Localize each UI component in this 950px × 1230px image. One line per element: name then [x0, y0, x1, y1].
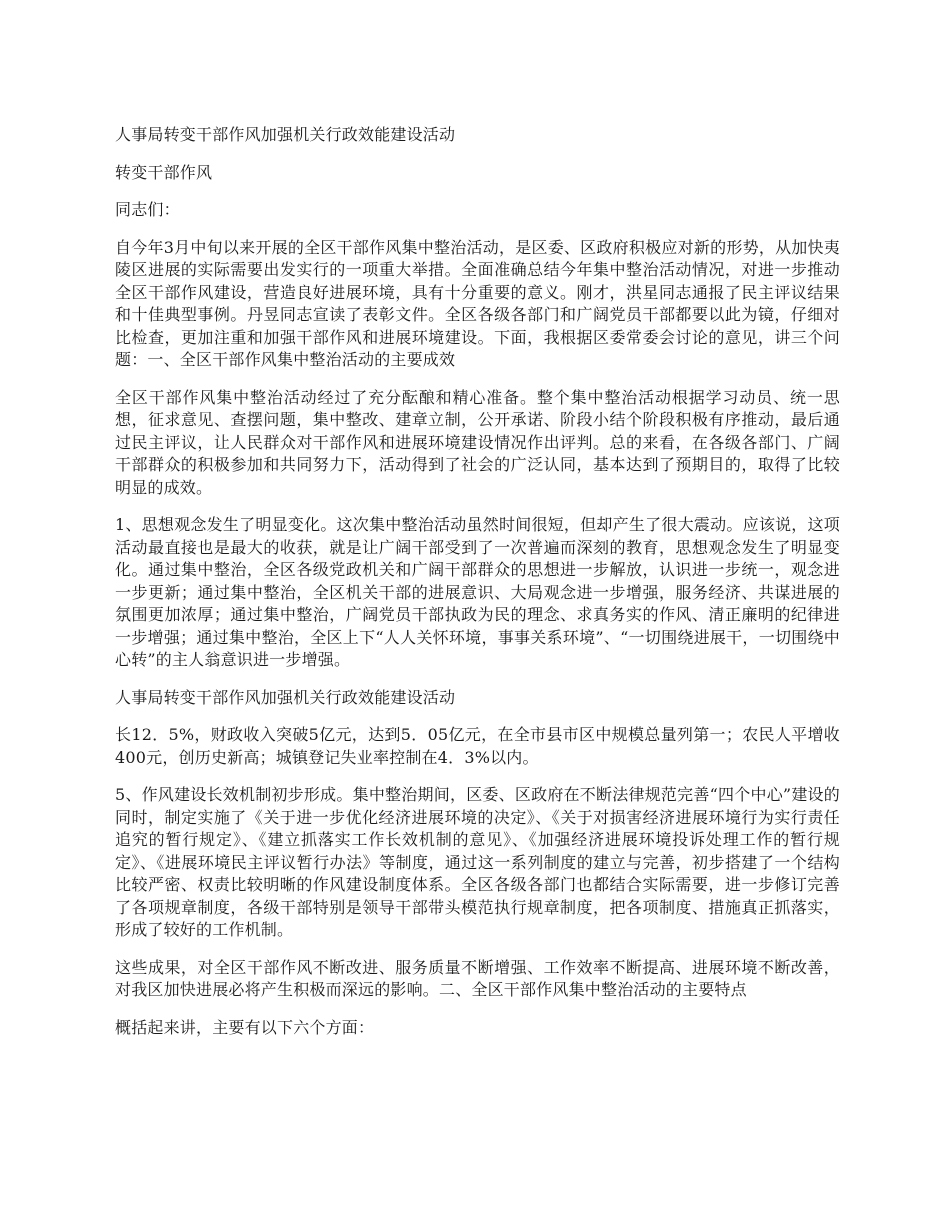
paragraph-overview: 全区干部作风集中整治活动经过了充分酝酿和精心准备。整个集中整治活动根据学习动员、统一思想，征求意见、查摆问题，集中整改、建章立制，公开承诺、阶段小结个阶段积极有序推动，最后通过民主评议，让人民群众对干部作风和进展环境建设情况作出评判。总的来看，在各级各部门、广阔干部群众的积极参加和共同努力下，活动得到了社会的广泛认同，基本达到了预期目的，取得了比较明显的成效。	[115, 387, 840, 497]
document-page	[115, 124, 840, 1054]
salutation: 同志们：	[115, 200, 180, 219]
paragraph-summary: 概括起来讲，主要有以下六个方面：	[115, 1017, 375, 1037]
paragraph-results: 这些成果，对全区干部作风不断改进、服务质量不断增强、工作效率不断提高、进展环境不断改善，对我区加快进展必将产生积极而深远的影响。二、全区干部作风集中整治活动的主要特点	[115, 957, 840, 999]
paragraph-point-5: 5、作风建设长效机制初步形成。集中整治期间，区委、区政府在不断法律规范完善“四个中心”建设的同时，制定实施了《关于进一步优化经济进展环境的决定》、《关于对损害经济进展环境行为实行责任追究的暂行规定》、《建立抓落实工作长效机制的意见》、《加强经济进展环境投诉处理工作的暂行规定》、《进展环境民主评议暂行办法》等制度，通过这一系列制度的建立与完善，初步搭建了一个结构比较严密、权责比较明晰的作风建设制度体系。全区各级各部门也都结合实际需要，进一步修订完善了各项规章制度，各级干部特别是领导干部带头模范执行规章制度，把各项制度、措施真正抓落实，形成了较好的工作机制。	[115, 785, 840, 939]
paragraph-intro: 自今年3月中旬以来开展的全区干部作风集中整治活动，是区委、区政府积极应对新的形势，从加快夷陵区进展的实际需要出发实行的一项重大举措。全面准确总结今年集中整治活动情况，对进一步推动全区干部作风建设，营造良好进展环境，具有十分重要的意义。刚才，洪星同志通报了民主评议结果和十佳典型事例。丹昱同志宣读了表彰文件。全区各级各部门和广阔党员干部都要以此为镜，仔细对比检查，更加注重和加强干部作风和进展环境建设。下面，我根据区委常委会讨论的意见，讲三个问题：一、全区干部作风集中整治活动的主要成效	[115, 237, 840, 369]
paragraph-point-1: 1、思想观念发生了明显变化。这次集中整治活动虽然时间很短，但却产生了很大震动。应该说，这项活动最直接也是最大的收获，就是让广阔干部受到了一次普遍而深刻的教育，思想观念发生了明显变化。通过集中整治，全区各级党政机关和广阔干部群众的思想进一步解放，认识进一步统一，观念进一步更新；通过集中整治，全区机关干部的进展意识、大局观念进一步增强，服务经济、共谋进展的氛围更加浓厚；通过集中整治，广阔党员干部执政为民的理念、求真务实的作风、清正廉明的纪律进一步增强；通过集中整治，全区上下“人人关怀环境，事事关系环境”、“一切围绕进展干，一切围绕中心转”的主人翁意识进一步增强。	[115, 515, 840, 669]
paragraph-statistics: 长12．5%，财政收入突破5亿元，达到5．05亿元，在全市县市区中规模总量列第一；农民人平增收400元，创历史新高；城镇登记失业率控制在4．3%以内。	[115, 725, 840, 767]
document-title: 人事局转变干部作风加强机关行政效能建设活动	[115, 125, 456, 144]
document-subtitle: 转变干部作风	[115, 162, 213, 182]
repeated-heading: 人事局转变干部作风加强机关行政效能建设活动	[115, 687, 456, 707]
